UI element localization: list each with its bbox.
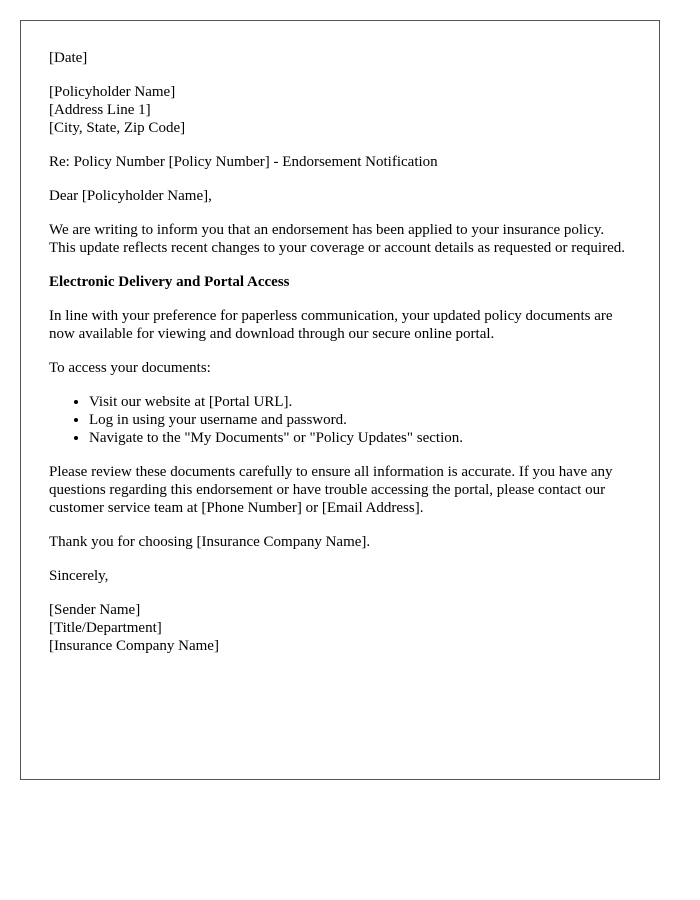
- sender-title: [Title/Department]: [49, 620, 162, 636]
- list-item: • Navigate to the "My Documents" or "Policy Updates" section.: [89, 429, 631, 447]
- letter-page: [20, 20, 660, 780]
- access-intro: To access your documents:: [49, 360, 211, 376]
- portal-paragraph: In line with your preference for paperless communication, your updated policy documents are now available for viewing and download through our secure online portal.: [49, 308, 613, 342]
- recipient-address-line-1: [Address Line 1]: [49, 102, 151, 118]
- recipient-city-state-zip: [City, State, Zip Code]: [49, 120, 186, 136]
- access-steps-list: [49, 393, 631, 447]
- signature-block: [49, 601, 631, 655]
- sender-company: [Insurance Company Name]: [49, 638, 219, 654]
- recipient-name: [Policyholder Name]: [49, 84, 176, 100]
- intro-paragraph: We are writing to inform you that an endorsement has been applied to your insurance policy. This update reflects recent changes to your coverage or account details as requested or required.: [49, 222, 625, 256]
- thanks-line: Thank you for choosing [Insurance Company Name].: [49, 534, 371, 550]
- list-item: • Log in using your username and password.: [89, 411, 631, 429]
- subject-line: Re: Policy Number [Policy Number] - Endorsement Notification: [49, 154, 438, 170]
- sender-name: [Sender Name]: [49, 602, 141, 618]
- letter-date: [Date]: [49, 50, 88, 66]
- recipient-address: [49, 83, 631, 137]
- list-item: • Visit our website at [Portal URL].: [89, 393, 631, 411]
- closing: Sincerely,: [49, 568, 109, 584]
- review-paragraph: Please review these documents carefully to ensure all information is accurate. If you have any questions regarding this endorsement or have trouble accessing the portal, please contact our customer service team at [Phone Number] or [Email Address].: [49, 464, 613, 516]
- section-heading: Electronic Delivery and Portal Access: [49, 274, 290, 290]
- salutation: Dear [Policyholder Name],: [49, 188, 212, 204]
